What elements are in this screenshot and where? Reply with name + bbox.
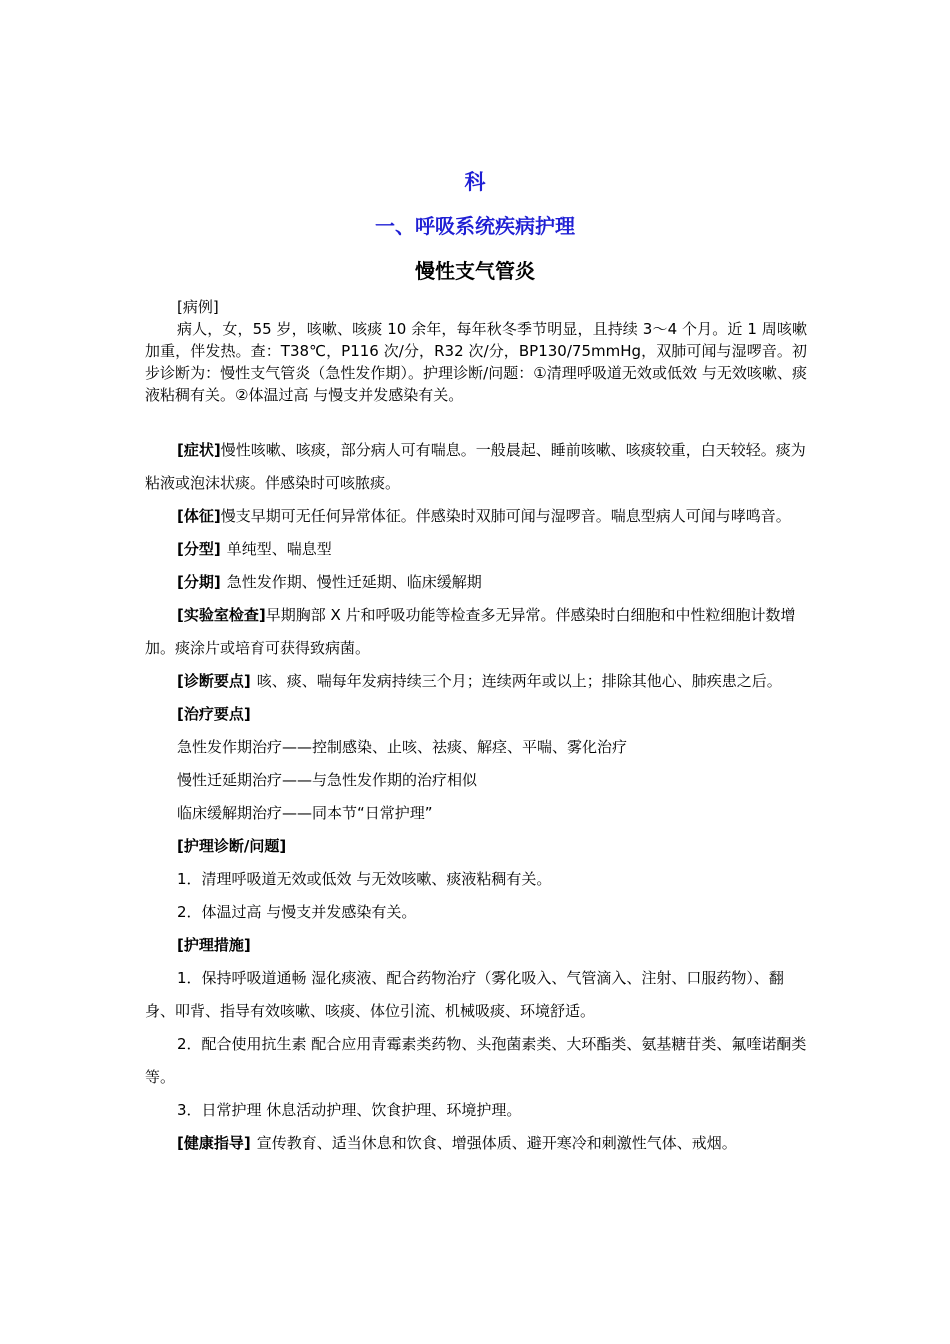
nursing-dx-item: 2．体温过高 与慢支并发感染有关。 <box>177 903 417 921</box>
topic-title: 慢性支气管炎 <box>415 259 535 283</box>
health-text: 宣传教育、适当休息和饮食、增强体质、避开寒冷和刺激性气体、戒烟。 <box>256 1134 737 1152</box>
chapter-title: 一、呼吸系统疾病护理 <box>375 214 575 238</box>
symptoms-paragraph <box>145 434 807 500</box>
diagnosis-paragraph <box>145 665 807 698</box>
nursing-dx-label: [护理诊断/问题] <box>177 837 287 855</box>
treatment-line: 急性发作期治疗——控制感染、止咳、祛痰、解痉、平喘、雾化治疗 <box>177 738 628 756</box>
symptoms-label: [症状] <box>177 441 221 459</box>
signs-paragraph <box>145 500 807 533</box>
health-paragraph <box>145 1127 807 1160</box>
sections-block <box>145 434 807 1160</box>
lab-label: [实验室检查] <box>177 606 266 624</box>
treatment-line: 临床缓解期治疗——同本节“日常护理” <box>177 804 433 822</box>
types-label: [分型] <box>177 540 221 558</box>
stages-text: 急性发作期、慢性迁延期、临床缓解期 <box>226 573 482 591</box>
nursing-dx-item: 1．清理呼吸道无效或低效 与无效咳嗽、痰液粘稠有关。 <box>177 870 552 888</box>
department-title: 科 <box>464 170 486 194</box>
treatment-line: 慢性迁延期治疗——与急性发作期的治疗相似 <box>177 771 478 789</box>
case-block <box>145 296 807 406</box>
case-text: 病人，女，55 岁，咳嗽、咳痰 10 余年，每年秋冬季节明显，且持续 3～4 个月。近 1 周咳嗽加重，伴发热。查：T38℃，P116 次/分，R32 次/分，BP130/75mmHg，双肺可闻与湿啰音。初步诊断为：慢性支气管炎（急性发作期）。护理诊断/问题：①清理呼吸道无效或低效 与无效咳嗽、痰液粘稠有关。②体温过高 与慢支并发感染有关。 <box>145 320 807 404</box>
types-paragraph <box>145 533 807 566</box>
lab-text: 早期胸部 X 片和呼吸功能等检查多无异常。伴感染时白细胞和中性粒细胞计数增加。痰涂片或培育可获得致病菌。 <box>145 606 796 657</box>
treatment-label: [治疗要点] <box>177 705 251 723</box>
lab-paragraph <box>145 599 807 665</box>
case-label: [病例] <box>177 298 219 316</box>
types-text: 单纯型、喘息型 <box>226 540 332 558</box>
stages-label: [分期] <box>177 573 221 591</box>
symptoms-text: 慢性咳嗽、咳痰，部分病人可有喘息。一般晨起、睡前咳嗽、咳痰较重，白天较轻。痰为粘液或泡沫状痰。伴感染时可咳脓痰。 <box>145 441 806 492</box>
measures-item: 3．日常护理 休息活动护理、饮食护理、环境护理。 <box>177 1101 522 1119</box>
measures-item: 2．配合使用抗生素 配合应用青霉素类药物、头孢菌素类、大环酯类、氨基糖苷类、氟喹诺酮类等。 <box>145 1035 807 1086</box>
signs-label: [体征] <box>177 507 221 525</box>
diagnosis-text: 咳、痰、喘每年发病持续三个月；连续两年或以上；排除其他心、肺疾患之后。 <box>256 672 782 690</box>
measures-label: [护理措施] <box>177 936 251 954</box>
signs-text: 慢支早期可无任何异常体征。伴感染时双肺可闻与湿啰音。喘息型病人可闻与哮鸣音。 <box>220 507 791 525</box>
diagnosis-label: [诊断要点] <box>177 672 251 690</box>
health-label: [健康指导] <box>177 1134 251 1152</box>
measures-item: 1．保持呼吸道通畅 湿化痰液、配合药物治疗（雾化吸入、气管滴入、注射、口服药物）、翻身、叩背、指导有效咳嗽、咳痰、体位引流、机械吸痰、环境舒适。 <box>145 969 784 1020</box>
stages-paragraph <box>145 566 807 599</box>
